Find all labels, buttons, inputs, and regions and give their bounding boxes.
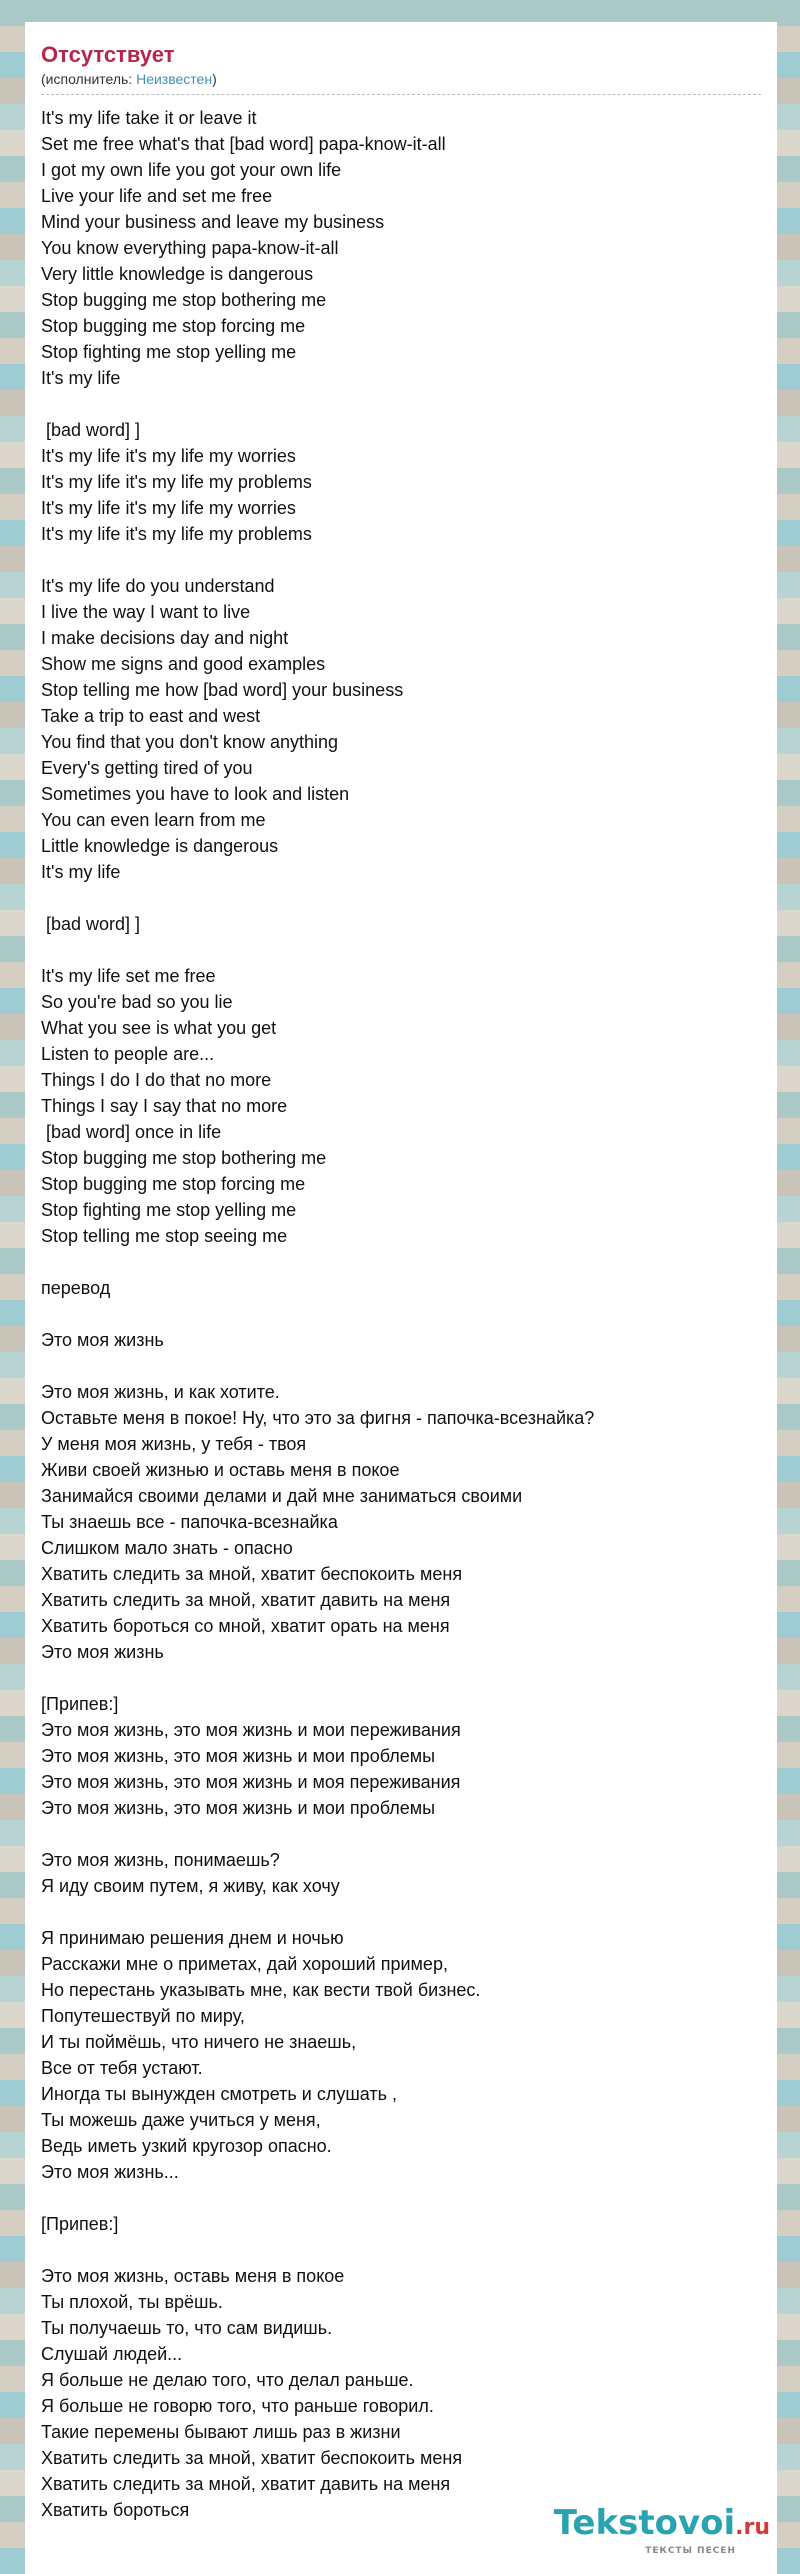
lyric-line: Это моя жизнь, оставь меня в покое (41, 2266, 345, 2286)
lyric-line: Stop bugging me stop bothering me (41, 290, 327, 310)
lyric-line: Такие перемены бывают лишь раз в жизни (41, 2422, 401, 2442)
lyric-line: Это моя жизнь (41, 1642, 164, 1662)
lyric-line: I live the way I want to live (41, 602, 251, 622)
lyric-line: Take a trip to east and west (41, 706, 261, 726)
lyric-line: Things I say I say that no more (41, 1096, 288, 1116)
lyric-line: Я больше не говорю того, что раньше говорил. (41, 2396, 434, 2416)
lyric-line: Ты получаешь то, что сам видишь. (41, 2318, 333, 2338)
lyric-line: Оставьте меня в покое! Ну, что это за фигня - папочка-всезнайка? (41, 1408, 595, 1428)
lyric-line: [bad word] ] (41, 420, 141, 440)
lyric-line: Хватить следить за мной, хватит беспокоить меня (41, 2448, 463, 2468)
lyric-line: Stop fighting me stop yelling me (41, 1200, 297, 1220)
lyric-line: Stop bugging me stop bothering me (41, 1148, 327, 1168)
lyric-line: It's my life (41, 368, 121, 388)
lyric-line: Mind your business and leave my business (41, 212, 385, 232)
lyric-line: У меня моя жизнь, у тебя - твоя (41, 1434, 307, 1454)
lyric-line: It's my life do you understand (41, 576, 275, 596)
lyric-line (41, 1353, 761, 1379)
lyric-line: You can even learn from me (41, 810, 266, 830)
lyric-line: Ты плохой, ты врёшь. (41, 2292, 223, 2312)
lyric-line (41, 2185, 761, 2211)
lyric-line: It's my life set me free (41, 966, 216, 986)
lyric-line: Stop bugging me stop forcing me (41, 1174, 306, 1194)
lyric-line: Это моя жизнь, это моя жизнь и мои проблемы (41, 1746, 436, 1766)
lyric-line: Это моя жизнь, понимаешь? (41, 1850, 280, 1870)
lyric-line: Это моя жизнь, это моя жизнь и мои переживания (41, 1720, 461, 1740)
lyric-line: I got my own life you got your own life (41, 160, 342, 180)
lyric-line: It's my life it's my life my worries (41, 446, 296, 466)
lyric-line: You find that you don't know anything (41, 732, 338, 752)
divider (41, 94, 761, 95)
lyric-line (41, 1821, 761, 1847)
lyric-line: Things I do I do that no more (41, 1070, 272, 1090)
lyric-line: Слишком мало знать - опасно (41, 1538, 293, 1558)
lyric-line: It's my life it's my life my problems (41, 472, 312, 492)
lyric-line: Я принимаю решения днем и ночью (41, 1928, 344, 1948)
lyric-line: Попутешествуй по миру, (41, 2006, 245, 2026)
lyric-line (41, 937, 761, 963)
lyric-line: [bad word] ] (41, 914, 141, 934)
lyric-line: Хватить бороться (41, 2500, 190, 2520)
byline-suffix: ) (212, 71, 217, 87)
lyric-line: Ты знаешь все - папочка-всезнайка (41, 1512, 338, 1532)
lyric-line: перевод (41, 1278, 111, 1298)
lyric-line: Sometimes you have to look and listen (41, 784, 350, 804)
lyric-line: Listen to people are... (41, 1044, 215, 1064)
lyric-line: Это моя жизнь... (41, 2162, 179, 2182)
lyric-line: Но перестань указывать мне, как вести твой бизнес. (41, 1980, 481, 2000)
lyric-line: [Припев:] (41, 1694, 119, 1714)
lyric-line: Хватить бороться со мной, хватит орать на меня (41, 1616, 450, 1636)
lyric-line: [bad word] once in life (41, 1122, 222, 1142)
lyric-line: I make decisions day and night (41, 628, 289, 648)
lyric-line: It's my life (41, 862, 121, 882)
lyrics-card (25, 22, 777, 2574)
lyric-line: Little knowledge is dangerous (41, 836, 279, 856)
lyric-line: Занимайся своими делами и дай мне заниматься своими (41, 1486, 523, 1506)
lyric-line (41, 1301, 761, 1327)
lyric-line (41, 2237, 761, 2263)
lyric-line: Все от тебя устают. (41, 2058, 203, 2078)
logo-name: Tekstovoi (553, 2503, 736, 2543)
lyric-line: Хватить следить за мной, хватит давить на меня (41, 2474, 451, 2494)
lyric-line: Stop telling me stop seeing me (41, 1226, 288, 1246)
site-logo[interactable] (554, 2505, 770, 2556)
lyric-line: Stop telling me how [bad word] your business (41, 680, 404, 700)
lyric-line (41, 547, 761, 573)
lyric-line (41, 885, 761, 911)
lyric-line: You know everything papa-know-it-all (41, 238, 339, 258)
lyric-line: Я больше не делаю того, что делал раньше. (41, 2370, 414, 2390)
lyric-line: Ты можешь даже учиться у меня, (41, 2110, 321, 2130)
lyric-line: It's my life take it or leave it (41, 108, 257, 128)
lyric-line: Это моя жизнь (41, 1330, 164, 1350)
lyric-line: Ведь иметь узкий кругозор опасно. (41, 2136, 332, 2156)
lyric-line (41, 1899, 761, 1925)
lyric-line: Это моя жизнь, это моя жизнь и мои проблемы (41, 1798, 436, 1818)
lyric-line (41, 391, 761, 417)
lyric-line (41, 1249, 761, 1275)
lyric-line: What you see is what you get (41, 1018, 277, 1038)
lyric-line: Stop fighting me stop yelling me (41, 342, 297, 362)
artist-link[interactable]: Неизвестен (136, 71, 213, 87)
lyric-line: Set me free what's that [bad word] papa-know-it-all (41, 134, 446, 154)
lyric-line: Stop bugging me stop forcing me (41, 316, 306, 336)
lyric-line (41, 1665, 761, 1691)
lyric-line: Хватить следить за мной, хватит давить на меня (41, 1590, 451, 1610)
lyric-line: Live your life and set me free (41, 186, 273, 206)
lyric-line: Иногда ты вынужден смотреть и слушать , (41, 2084, 398, 2104)
lyrics-text (41, 105, 761, 2523)
lyric-line: Хватить следить за мной, хватит беспокоить меня (41, 1564, 463, 1584)
lyric-line: It's my life it's my life my problems (41, 524, 312, 544)
logo-tagline: ТЕКСТЫ ПЕСЕН (645, 2546, 736, 2556)
logo-tld: .ru (735, 2515, 770, 2540)
lyric-line: Расскажи мне о приметах, дай хороший пример, (41, 1954, 448, 1974)
lyric-line: И ты поймёшь, что ничего не знаешь, (41, 2032, 357, 2052)
lyric-line: It's my life it's my life my worries (41, 498, 296, 518)
byline-prefix: (исполнитель: (41, 71, 137, 87)
lyric-line: Слушай людей... (41, 2344, 183, 2364)
lyric-line: So you're bad so you lie (41, 992, 233, 1012)
lyric-line: Я иду своим путем, я живу, как хочу (41, 1876, 340, 1896)
lyric-line: [Припев:] (41, 2214, 119, 2234)
lyric-line: Very little knowledge is dangerous (41, 264, 314, 284)
lyric-line: Живи своей жизнью и оставь меня в покое (41, 1460, 400, 1480)
song-title: Отсутствует (41, 42, 175, 67)
lyric-line: Это моя жизнь, это моя жизнь и моя переживания (41, 1772, 461, 1792)
lyric-line: Это моя жизнь, и как хотите. (41, 1382, 280, 1402)
lyric-line: Show me signs and good examples (41, 654, 326, 674)
lyric-line: Every's getting tired of you (41, 758, 253, 778)
artist-byline (41, 70, 761, 88)
